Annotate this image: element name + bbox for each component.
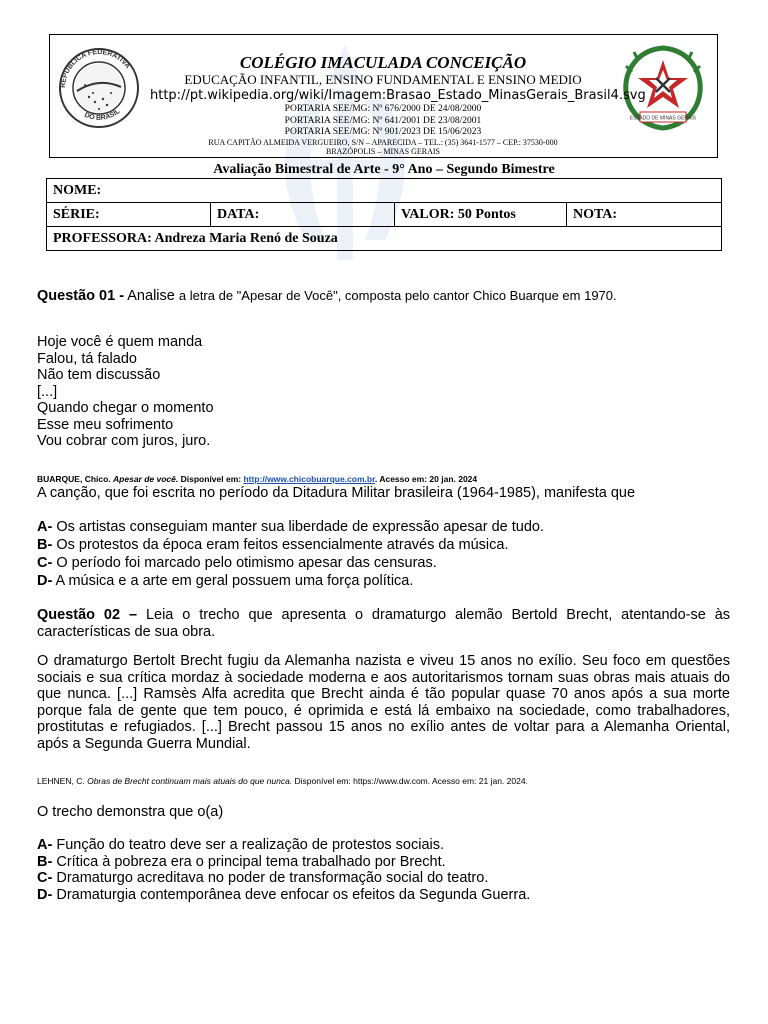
school-address: RUA CAPITÃO ALMEIDA VERGUEIRO, S/N – APARECIDA – TEL.: (35) 3641-1577 – CEP.: 37530-000 <box>208 138 558 147</box>
q2-option-c[interactable] <box>37 870 730 887</box>
option-text: Função do teatro deve ser a realização de protestos sociais. <box>56 837 445 853</box>
option-text: Dramaturgia contemporânea deve enfocar os efeitos da Segunda Guerra. <box>56 886 531 903</box>
lyric-line: Vou cobrar com juros, juro. <box>37 433 211 449</box>
date-field[interactable]: DATA: <box>211 203 395 227</box>
school-name: COLÉGIO IMACULADA CONCEIÇÃO <box>239 53 527 72</box>
option-text: A música e a arte em geral possuem uma força política. <box>55 573 414 589</box>
q2-prompt-text: Leia o trecho que apresenta o dramaturgo alemão Bertold Brecht, atentando-se às características de sua obra. <box>37 607 731 640</box>
lyric-line: Hoje você é quem manda <box>37 334 203 350</box>
lyric-line: Esse meu sofrimento <box>37 416 174 433</box>
q1-reference <box>37 474 730 485</box>
q2-label: Questão 02 – <box>37 607 138 623</box>
coat-of-arms-banner: ESTADO DE MINAS GERAIS <box>629 115 697 122</box>
value-field: VALOR: 50 Pontos <box>395 203 567 227</box>
q1-prompt <box>37 288 730 305</box>
q1-options <box>37 518 730 590</box>
option-letter: D- <box>37 573 53 589</box>
q2-option-a[interactable] <box>37 837 730 854</box>
q2-ref-rest: Disponível em: https://www.dw.com. Acesso em: 21 jan. 2024. <box>294 776 528 786</box>
q1-option-d[interactable] <box>37 572 730 590</box>
option-letter: C- <box>37 555 53 571</box>
option-text: Dramaturgo acreditava no poder de transformação social do teatro. <box>56 870 489 886</box>
q1-option-b[interactable] <box>37 536 730 554</box>
brazil-republic-seal <box>55 47 143 129</box>
q1-lyrics <box>37 334 730 450</box>
q2-prompt <box>37 607 730 640</box>
option-letter: D- <box>37 886 53 903</box>
option-letter: A- <box>37 519 53 535</box>
option-text: Crítica à pobreza era o principal tema trabalhado por Brecht. <box>56 853 446 870</box>
grade-field[interactable]: NOTA: <box>567 203 722 227</box>
option-text: Os artistas conseguiam manter sua liberdade de expressão apesar de tudo. <box>56 519 544 535</box>
q2-option-d[interactable] <box>37 887 730 904</box>
serie-field[interactable]: SÉRIE: <box>47 203 211 227</box>
lyric-line: Falou, tá falado <box>37 350 137 367</box>
q2-option-b[interactable] <box>37 854 730 871</box>
option-text: O período foi marcado pelo otimismo apesar das censuras. <box>56 555 437 571</box>
q2-stem: O trecho demonstra que o(a) <box>37 804 224 820</box>
q2-ref-title: Obras de Brecht continuam mais atuais do que nunca. <box>87 776 293 786</box>
q1-label: Questão 01 - <box>37 288 125 304</box>
q1-ref-link[interactable]: http://www.chicobuarque.com.br <box>243 474 375 484</box>
q1-ref-access: . Acesso em: 20 jan. 2024 <box>374 474 478 484</box>
q2-options <box>37 837 730 903</box>
option-text: Os protestos da época eram feitos essencialmente através da música. <box>56 537 509 553</box>
q2-passage: O dramaturgo Bertolt Brecht fugiu da Alemanha nazista e viveu 15 anos no exílio. Seu foco em questões sociais e sua crítica mordaz à sociedade moderna e aos autoritarismos tornam suas obras mais atuais do que nunca. [...] Ramsès Alfa acredita que Brecht ainda é tão popular quase 70 anos após a sua morte porque fala de gente que tem pouco, é oprimida e está lá embaixo na sociedade, como trabalhadores, prostitutas e refugiados. [...] Brecht passou 15 anos no exílio antes de voltar para a Alemanha Oriental, após a Segunda Guerra Mundial. <box>37 653 730 752</box>
portaria-3: PORTARIA SEE/MG: Nº 901/2023 DE 15/06/2023 <box>284 127 482 137</box>
lyric-line: [...] <box>37 383 58 400</box>
student-info-table <box>46 178 722 251</box>
svg-text:DO BRASIL: DO BRASIL <box>83 107 122 122</box>
option-letter: C- <box>37 870 53 886</box>
q1-ref-author: BUARQUE, Chico. <box>37 474 111 484</box>
exam-title: Avaliação Bimestral de Arte - 9° Ano – Segundo Bimestre <box>213 162 555 177</box>
header-url: http://pt.wikipedia.org/wiki/Imagem:Brasao_Estado_MinasGerais_Brasil4.svg <box>150 88 646 103</box>
name-field[interactable]: NOME: <box>47 179 722 203</box>
portaria-1: PORTARIA SEE/MG: Nº 676/2000 DE 24/08/2000 <box>284 104 482 114</box>
portaria-2: PORTARIA SEE/MG: Nº 641/2001 DE 23/08/2001 <box>284 116 482 126</box>
svg-text:REPÚBLICA FEDERATIVA: REPÚBLICA FEDERATIVA <box>59 48 132 89</box>
option-letter: A- <box>37 837 53 853</box>
teacher-field: PROFESSORA: Andreza Maria Renó de Souza <box>47 227 722 251</box>
q1-option-c[interactable] <box>37 554 730 572</box>
option-letter: B- <box>37 853 53 870</box>
school-city: BRAZÓPOLIS – MINAS GERAIS <box>325 147 440 156</box>
q1-option-a[interactable] <box>37 518 730 536</box>
q1-prompt-text: a letra de "Apesar de Você", composta pelo cantor Chico Buarque em 1970. <box>178 288 617 303</box>
school-levels: EDUCAÇÃO INFANTIL, ENSINO FUNDAMENTAL E ENSINO MEDIO <box>184 72 582 87</box>
q1-ref-title: Apesar de você. <box>113 474 179 484</box>
q2-ref-author: LEHNEN, C. <box>37 776 85 786</box>
q1-ref-avail: Disponível em: <box>180 474 242 484</box>
q1-stem: A canção, que foi escrita no período da Ditadura Militar brasileira (1964-1985), manifesta que <box>37 485 636 501</box>
q2-reference <box>37 776 730 787</box>
lyric-line: Quando chegar o momento <box>37 400 214 416</box>
option-letter: B- <box>37 537 53 553</box>
q1-verb: Analise <box>127 288 175 304</box>
lyric-line: Não tem discussão <box>37 367 161 383</box>
